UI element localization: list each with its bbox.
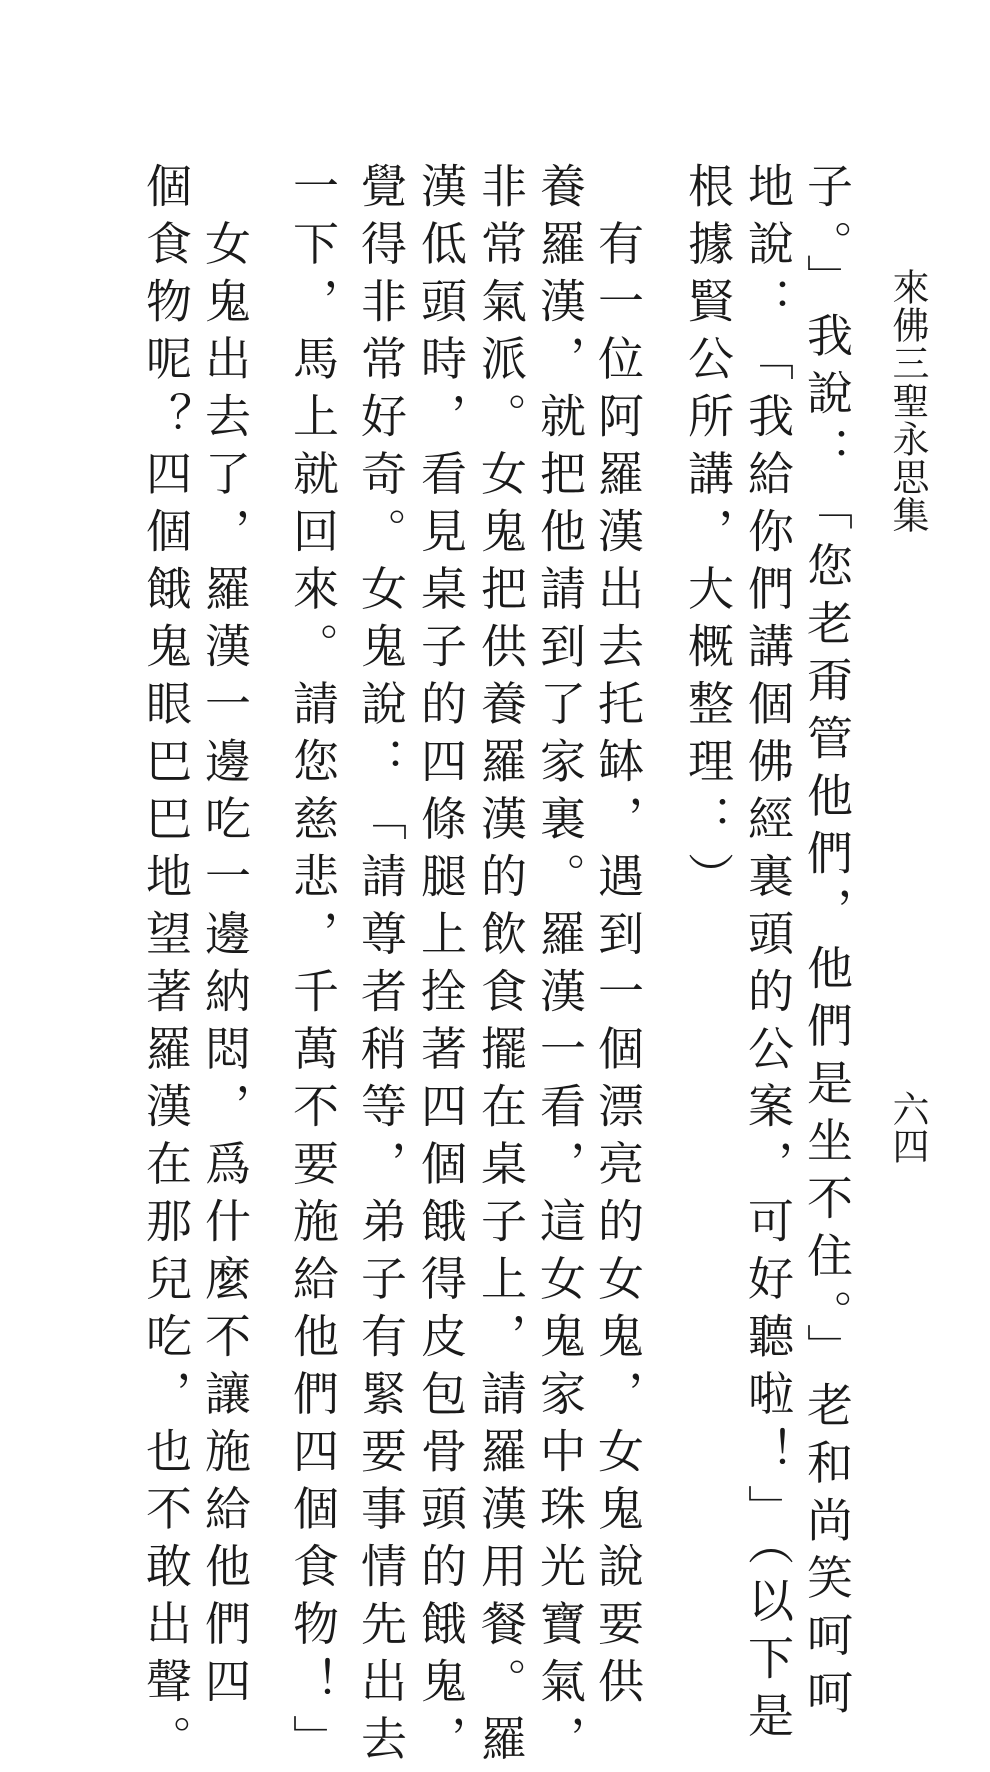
text-column: 地說：「我給你們講個佛經裏頭的公案，可好聽啦！」（以下是 [741,162,795,1749]
text-column: 女鬼出去了，羅漢一邊吃一邊納悶，爲什麼不讓施給他們四 [198,162,252,1715]
text-column: 子。」我說：「您老甭管他們，他們是坐不住。」老和尚笑呵呵 [800,162,854,1726]
text-column: 覺得非常好奇。女鬼說：「請尊者稍等，弟子有緊要事情先出去 [354,162,408,1772]
book-title: 來佛三聖永思集 [886,268,929,534]
text-column: 有一位阿羅漢出去托缽，遇到一個漂亮的女鬼，女鬼說要供 [591,162,645,1715]
text-column: 非常氣派。女鬼把供養羅漢的飲食擺在桌子上，請羅漢用餐。羅 [474,162,528,1772]
text-column: 一下，馬上就回來。請您慈悲，千萬不要施給他們四個食物！」 [286,162,340,1772]
page-number: 六四 [886,1090,929,1164]
text-column: 漢低頭時，看見桌子的四條腿上拴著四個餓得皮包骨頭的餓鬼， [414,162,468,1772]
text-column: 個食物呢？四個餓鬼眼巴巴地望著羅漢在那兒吃，也不敢出聲。 [139,162,193,1772]
text-column: 養羅漢，就把他請到了家裏。羅漢一看，這女鬼家中珠光寶氣， [533,162,587,1772]
text-column: 根據賢公所講，大概整理：） [681,162,735,910]
